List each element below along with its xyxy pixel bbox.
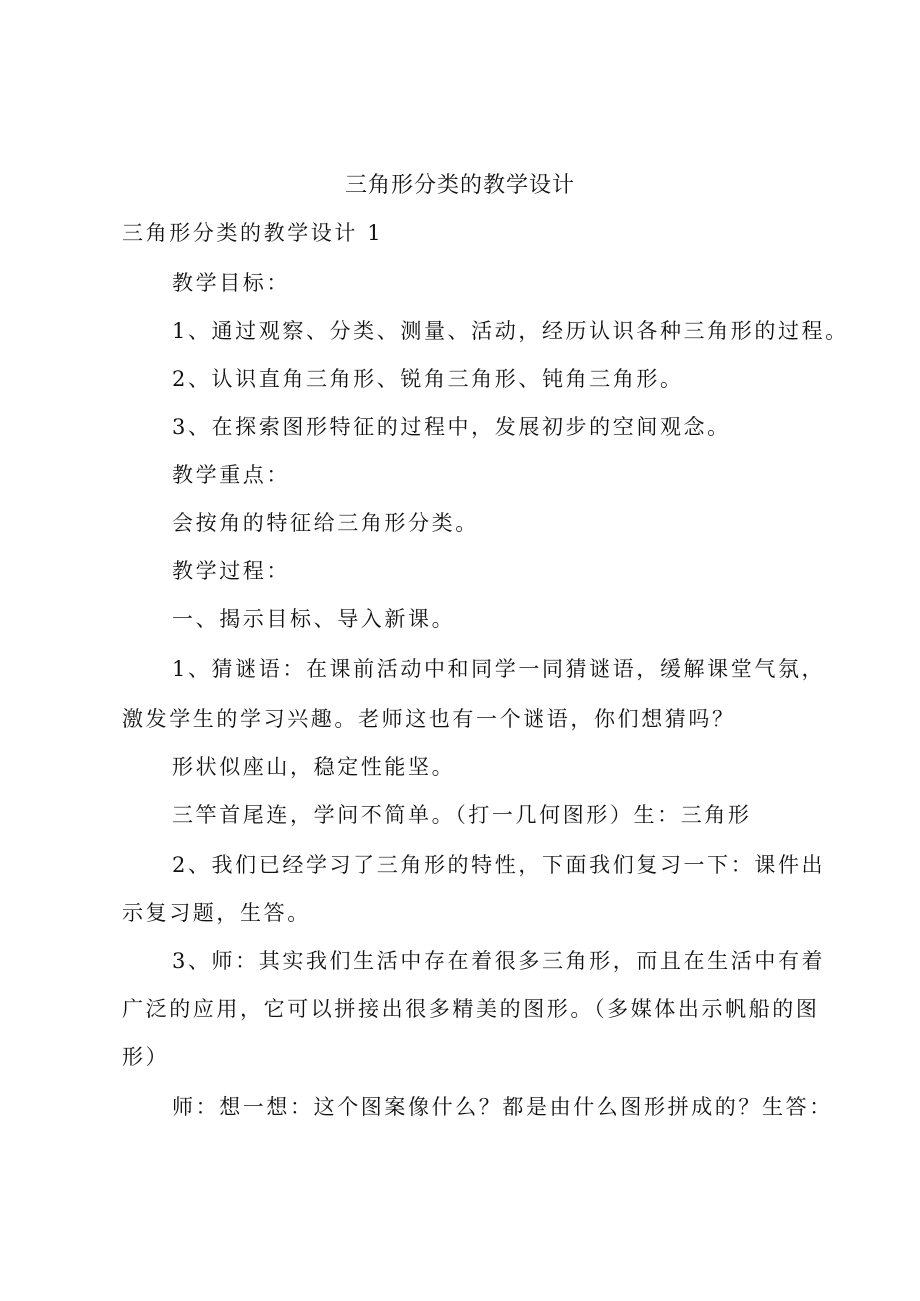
- paragraph-line: 会按角的特征给三角形分类。: [172, 511, 479, 535]
- document-title: 三角形分类的教学设计: [344, 173, 575, 198]
- paragraph-line: 教学重点：: [172, 463, 290, 487]
- paragraph-line: 形）: [122, 1045, 170, 1069]
- paragraph-line: 3、师：其实我们生活中存在着很多三角形，而且在生活中有着: [172, 949, 826, 973]
- paragraph-line: 广泛的应用，它可以拼接出很多精美的图形。（多媒体出示帆船的图: [122, 997, 820, 1021]
- paragraph-line: 2、我们已经学习了三角形的特性，下面我们复习一下：课件出: [172, 853, 826, 877]
- paragraph-line: 1、通过观察、分类、测量、活动，经历认识各种三角形的过程。: [172, 319, 849, 343]
- paragraph-line: 示复习题，生答。: [122, 901, 311, 925]
- paragraph-line: 三竿首尾连，学问不简单。（打一几何图形）生：三角形: [172, 803, 752, 827]
- paragraph-line: 2、认识直角三角形、锐角三角形、钝角三角形。: [172, 367, 684, 391]
- paragraph-line: 1、猜谜语：在课前活动中和同学一同猜谜语，缓解课堂气氛，: [172, 657, 826, 681]
- paragraph-line: 教学过程：: [172, 559, 290, 583]
- paragraph-line: 激发学生的学习兴趣。老师这也有一个谜语，你们想猜吗？: [122, 707, 736, 731]
- section-heading: 三角形分类的教学设计 1: [122, 221, 384, 245]
- paragraph-line: 教学目标：: [172, 271, 290, 295]
- paragraph-line: 形状似座山，稳定性能坚。: [172, 755, 456, 779]
- paragraph-line: 3、在探索图形特征的过程中，发展初步的空间观念。: [172, 415, 731, 439]
- paragraph-line: 师：想一想：这个图案像什么？都是由什么图形拼成的？生答：: [172, 1095, 833, 1119]
- paragraph-line: 一、揭示目标、导入新课。: [172, 607, 456, 631]
